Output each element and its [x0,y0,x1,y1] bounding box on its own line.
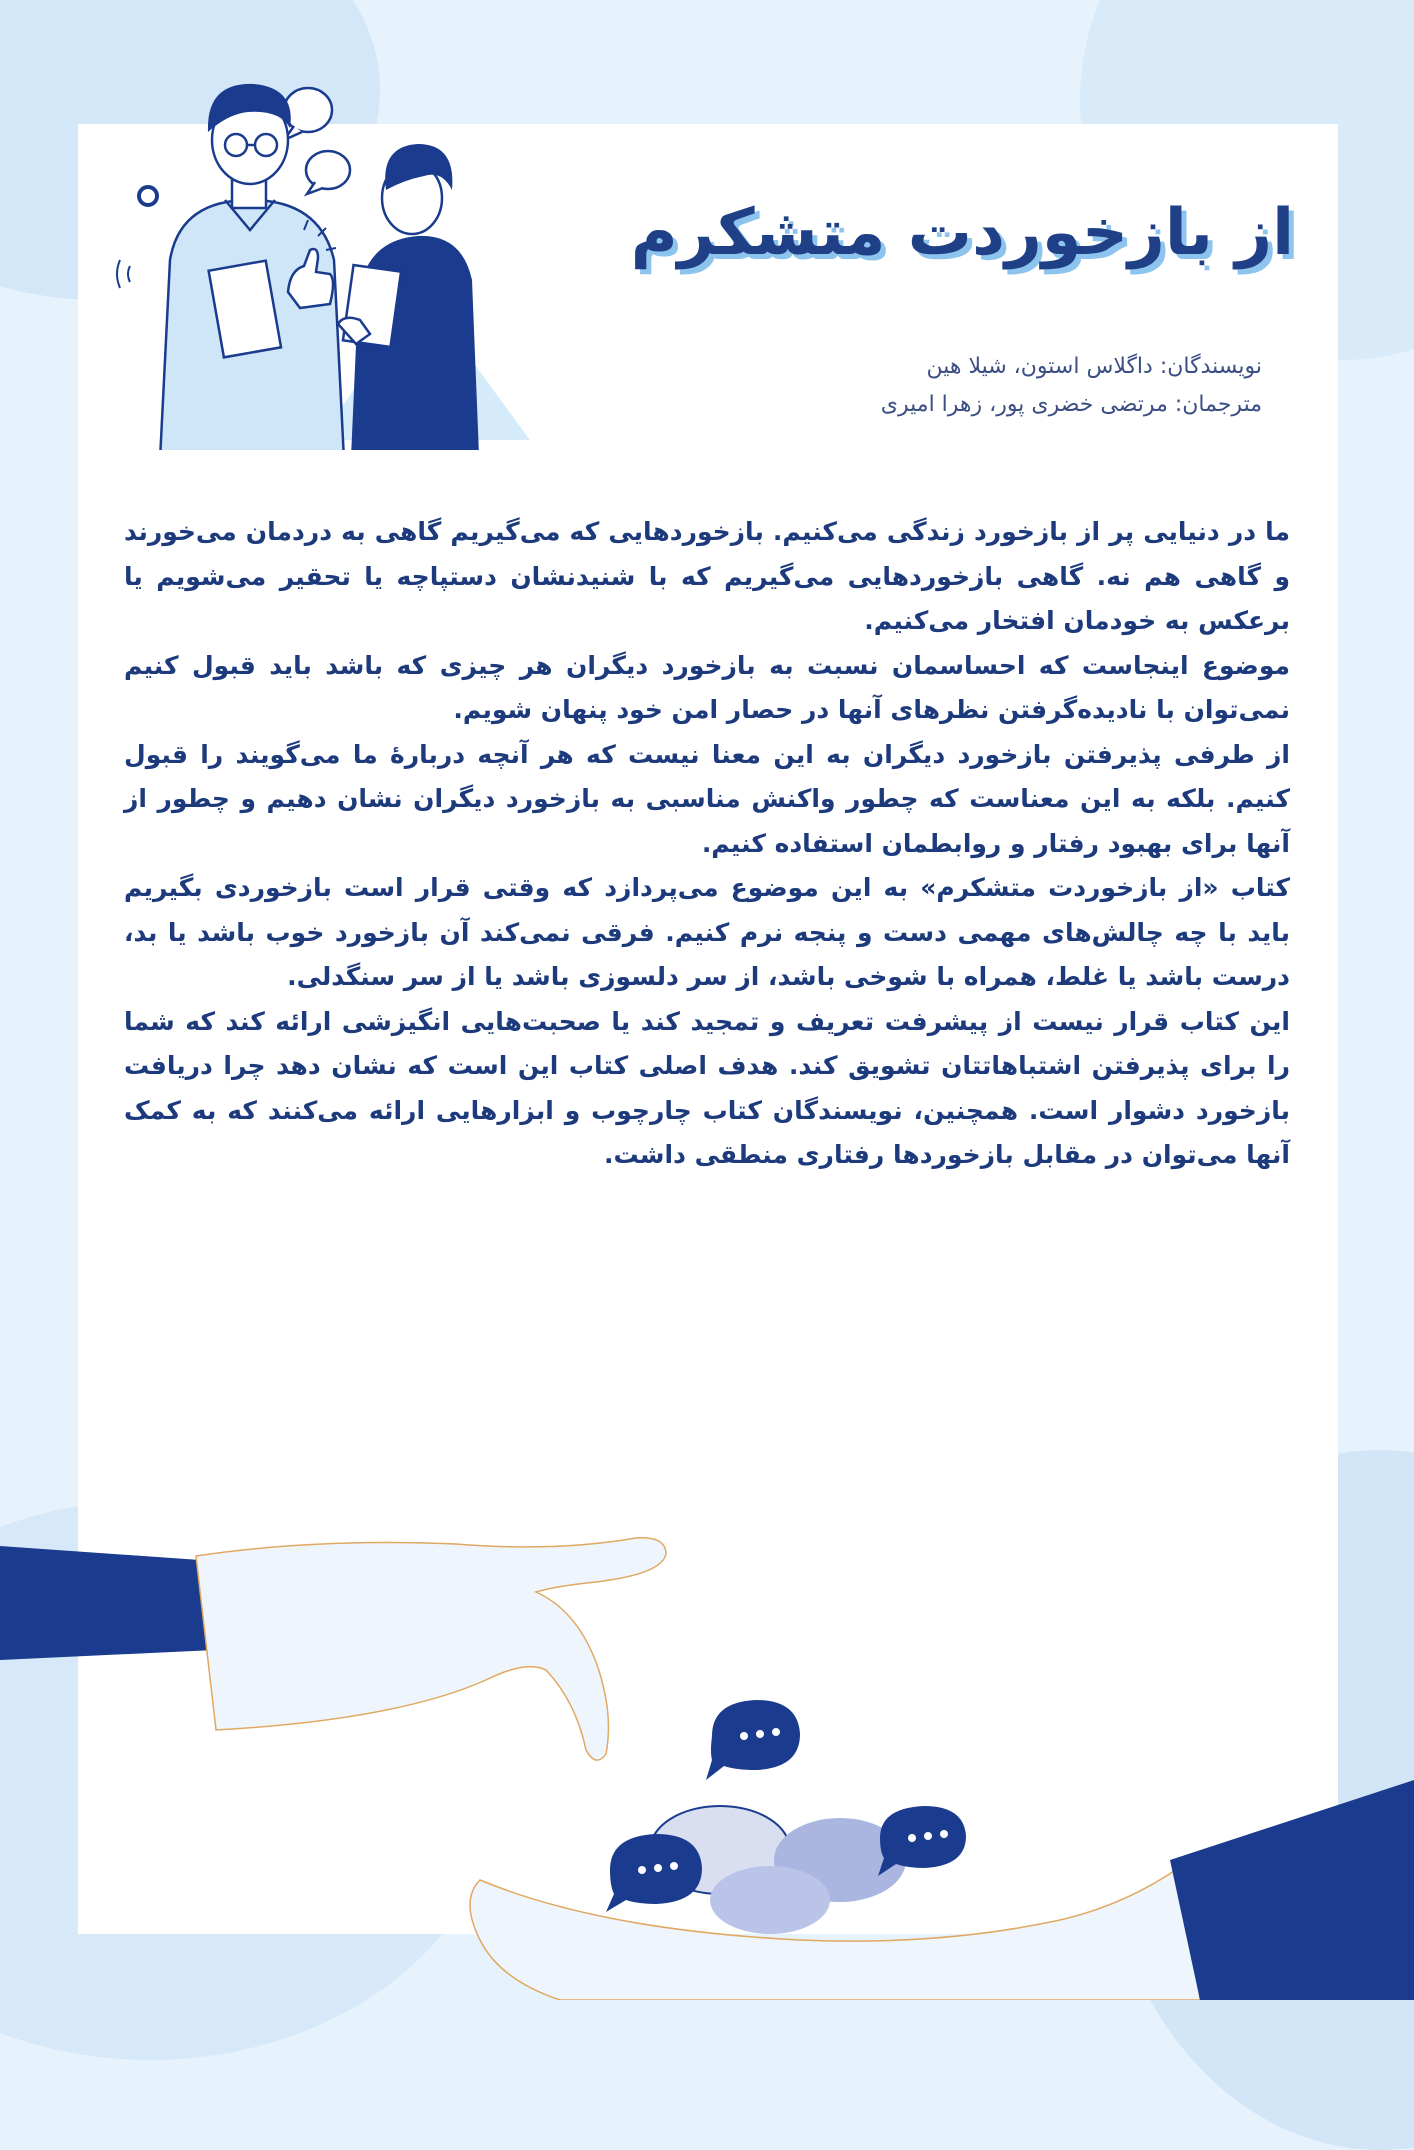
paragraph: موضوع اینجاست که احساسمان نسبت به بازخورد دیگران هر چیزی که باشد باید قبول کنیم نمی‌توان با نادیده‌گرفتن نظرهای آنها در حصار امن خود پنهان شویم. [124,650,1290,724]
book-title: از بازخوردت متشکرم [630,196,1294,270]
sleeve-left [0,1546,215,1660]
hands-feedback-illustration [0,1480,1414,2000]
chat-bubble-icon [606,1834,702,1912]
people-talking-illustration [90,70,550,450]
glove-hand-upper [196,1538,666,1760]
chat-bubble-icon [706,1700,800,1780]
man-with-glasses [160,84,344,450]
paragraph: کتاب «از بازخوردت متشکرم» به این موضوع می‌پردازد که وقتی قرار است بازخوردی بگیریم باید با چه چالش‌های مهمی دست و پنجه نرم کنیم. فرقی نمی‌کند آن بازخورد خوب باشد یا بد، درست باشد یا غلط، همراه با شوخی باشد، از سر دلسوزی باشد یا از سر سنگدلی. [124,873,1290,991]
summary-body [124,510,1290,1178]
decor-circle [139,187,157,205]
paragraph: از طرفی پذیرفتن بازخورد دیگران به این معنا نیست که هر آنچه دربارهٔ ما می‌گویند را قبول کنیم. بلکه به این معناست که چطور واکنش مناسبی به بازخورد دیگران نشان دهیم و چطور از آنها برای بهبود رفتار و روابطمان استفاده کنیم. [124,739,1290,858]
paragraph: ما در دنیایی پر از بازخورد زندگی می‌کنیم. بازخوردهایی که می‌گیریم گاهی به دردمان می‌خورند و گاهی هم نه. گاهی بازخوردهایی می‌گیریم که با شنیدنشان دستپاچه یا تحقیر می‌شویم یا برعکس به خودمان افتخار می‌کنیم. [124,517,1290,635]
speech-bubble-icon [284,88,332,140]
decor-lines [117,260,130,288]
speech-bubble-icon [306,151,350,194]
sleeve-right [1170,1780,1414,2000]
person-in-navy [338,144,480,450]
credits [562,348,1262,424]
authors-line: نویسندگان: داگلاس استون، شیلا هین [926,354,1262,379]
paragraph: این کتاب قرار نیست از پیشرفت تعریف و تمجید کند یا صحبت‌هایی انگیزشی ارائه کند که شما را برای پذیرفتن اشتباهاتتان تشویق کند. هدف اصلی کتاب این است که نشان دهد چرا دریافت بازخورد دشوار است. همچنین، نویسندگان کتاب چارچوب و ابزارهایی ارائه می‌کنند که به کمک آنها می‌توان در مقابل بازخوردها رفتاری منطقی داشت. [124,1006,1290,1169]
translators-line: مترجمان: مرتضی خضری پور، زهرا امیری [880,392,1262,417]
chat-bubble-icon [710,1866,830,1934]
chat-bubble-icon [878,1806,966,1876]
